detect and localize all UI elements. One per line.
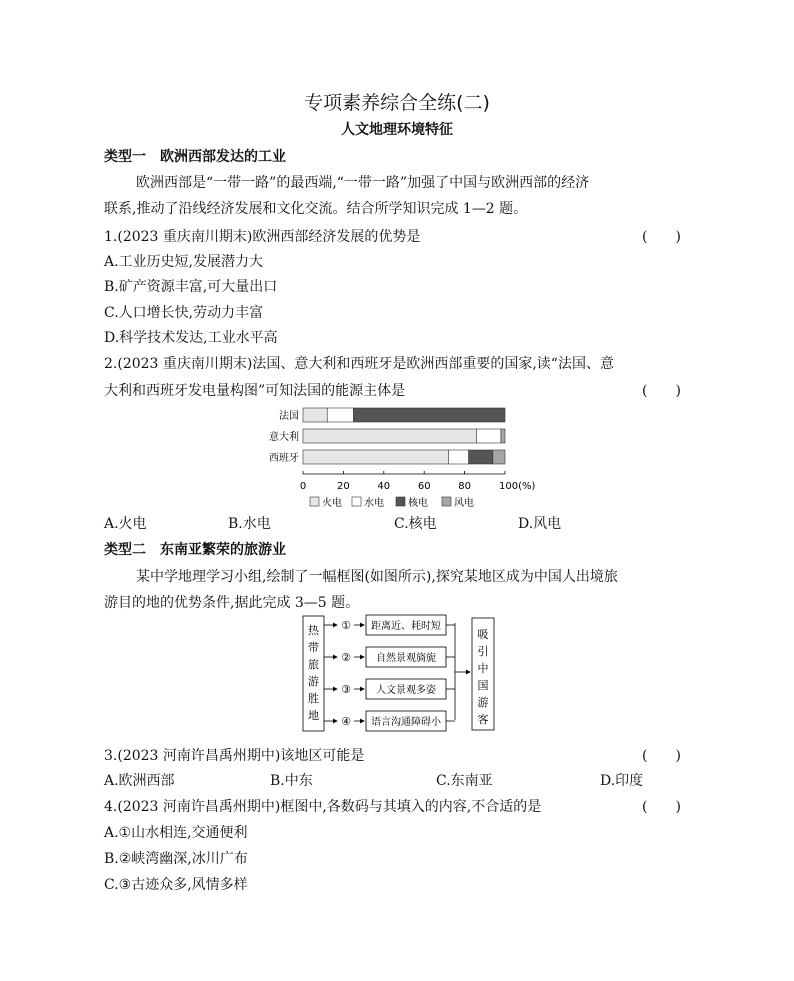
right-label-char: 游 <box>477 696 489 709</box>
power-generation-chart <box>250 400 550 512</box>
chart-legend <box>310 496 474 509</box>
question-4-answer-blank[interactable]: ( ) <box>642 799 681 815</box>
left-label-char: 热 <box>308 624 319 637</box>
question-4-option-b[interactable]: B.②峡湾幽深,冰川广布 <box>104 851 248 867</box>
bar-segment <box>448 450 468 464</box>
bar-segment <box>303 429 477 443</box>
category-label: 法国 <box>279 411 299 422</box>
question-3-option-c[interactable]: C.东南亚 <box>436 773 493 789</box>
x-tick-label: 100(%) <box>499 481 536 492</box>
left-label-char: 带 <box>308 641 319 654</box>
question-2-option-b[interactable]: B.水电 <box>228 516 271 532</box>
intro-1-line-2: 联系,推动了沿线经济发展和文化交流。结合所学知识完成 1—2 题。 <box>104 201 528 217</box>
question-3-option-b[interactable]: B.中东 <box>270 773 313 789</box>
legend-label: 水电 <box>364 498 384 509</box>
legend-label: 火电 <box>322 498 342 509</box>
question-1-stem: 1.(2023 重庆南川期末)欧洲西部经济发展的优势是 <box>104 229 421 245</box>
page-title: 专项素养综合全练(二) <box>304 92 490 114</box>
question-4-option-a[interactable]: A.①山水相连,交通便利 <box>104 825 248 841</box>
factor-text: 人文景观多姿 <box>376 685 436 696</box>
x-tick-label: 40 <box>377 481 391 492</box>
factor-text: 自然景观旖旎 <box>376 653 436 664</box>
section-heading-2: 类型二 东南亚繁荣的旅游业 <box>104 542 286 558</box>
category-label: 西班牙 <box>269 453 299 464</box>
chart-bars <box>303 408 505 464</box>
bar-segment <box>354 408 506 422</box>
x-tick-label: 0 <box>299 481 307 492</box>
question-1-option-c[interactable]: C.人口增长快,劳动力丰富 <box>104 305 264 321</box>
intro-2-line-2: 游目的地的优势条件,据此完成 3—5 题。 <box>104 595 360 611</box>
question-2-option-d[interactable]: D.风电 <box>518 516 562 532</box>
legend-swatch <box>396 497 405 506</box>
question-1-option-d[interactable]: D.科学技术发达,工业水平高 <box>104 330 278 346</box>
factor-text: 语言沟通障碍小 <box>371 717 441 728</box>
bar-segment <box>477 429 501 443</box>
bar-segment <box>303 450 448 464</box>
right-label-char: 客 <box>477 713 489 726</box>
question-2-option-c[interactable]: C.核电 <box>394 516 437 532</box>
legend-swatch <box>442 497 451 506</box>
left-label-char: 旅 <box>308 658 319 671</box>
diagram-rows <box>324 615 455 731</box>
right-label-char: 中 <box>477 662 489 675</box>
bar-segment <box>493 450 505 464</box>
right-label-char: 吸 <box>477 628 489 641</box>
intro-1-line-1: 欧洲西部是“一带一路”的最西端,“一带一路”加强了中国与欧洲西部的经济 <box>136 175 590 191</box>
right-label-char: 国 <box>477 679 489 692</box>
question-2-stem-line-2: 大利和西班牙发电量构图”可知法国的能源主体是 <box>104 383 406 399</box>
question-1-answer-blank[interactable]: ( ) <box>642 229 681 245</box>
row-number: ④ <box>341 715 351 728</box>
legend-label: 核电 <box>408 498 428 509</box>
question-2-answer-blank[interactable]: ( ) <box>642 383 681 399</box>
chart-category-labels <box>269 409 299 464</box>
row-number: ① <box>341 619 351 632</box>
x-tick-label: 80 <box>458 481 471 492</box>
bar-segment <box>327 408 353 422</box>
x-tick-label: 20 <box>337 481 350 492</box>
bar-segment <box>303 408 327 422</box>
question-3-stem: 3.(2023 河南许昌禹州期中)该地区可能是 <box>104 748 365 764</box>
bar-segment <box>501 429 505 443</box>
question-4-stem: 4.(2023 河南许昌禹州期中)框图中,各数码与其填入的内容,不合适的是 <box>104 799 542 815</box>
question-1-option-b[interactable]: B.矿产资源丰富,可大量出口 <box>104 279 278 295</box>
legend-label: 风电 <box>454 498 474 509</box>
left-label-char: 游 <box>308 675 319 688</box>
category-label: 意大利 <box>269 432 299 443</box>
question-1-option-a[interactable]: A.工业历史短,发展潜力大 <box>104 254 264 270</box>
legend-swatch <box>310 497 319 506</box>
question-2-option-a[interactable]: A.火电 <box>104 516 147 532</box>
x-tick-label: 60 <box>417 481 431 492</box>
factor-text: 距离近、耗时短 <box>371 621 441 632</box>
left-label-char: 地 <box>308 709 319 722</box>
bar-segment <box>469 450 493 464</box>
question-2-stem-line-1: 2.(2023 重庆南川期末)法国、意大利和西班牙是欧洲西部重要的国家,读“法国、意 <box>104 356 614 372</box>
row-number: ③ <box>341 683 351 696</box>
question-3-option-a[interactable]: A.欧洲西部 <box>104 773 175 789</box>
row-number: ② <box>341 651 351 664</box>
section-heading-1: 类型一 欧洲西部发达的工业 <box>104 149 286 165</box>
question-4-option-c[interactable]: C.③古迹众多,风情多样 <box>104 877 248 893</box>
intro-2-line-1: 某中学地理学习小组,绘制了一幅框图(如图所示),探究某地区成为中国人出境旅 <box>136 569 618 585</box>
legend-swatch <box>352 497 361 506</box>
tourism-flow-diagram <box>300 612 500 737</box>
right-label-char: 引 <box>477 645 489 658</box>
left-label-char: 胜 <box>308 692 319 705</box>
question-3-option-d[interactable]: D.印度 <box>600 773 644 789</box>
page-subtitle: 人文地理环境特征 <box>341 122 453 138</box>
question-3-answer-blank[interactable]: ( ) <box>642 748 681 764</box>
